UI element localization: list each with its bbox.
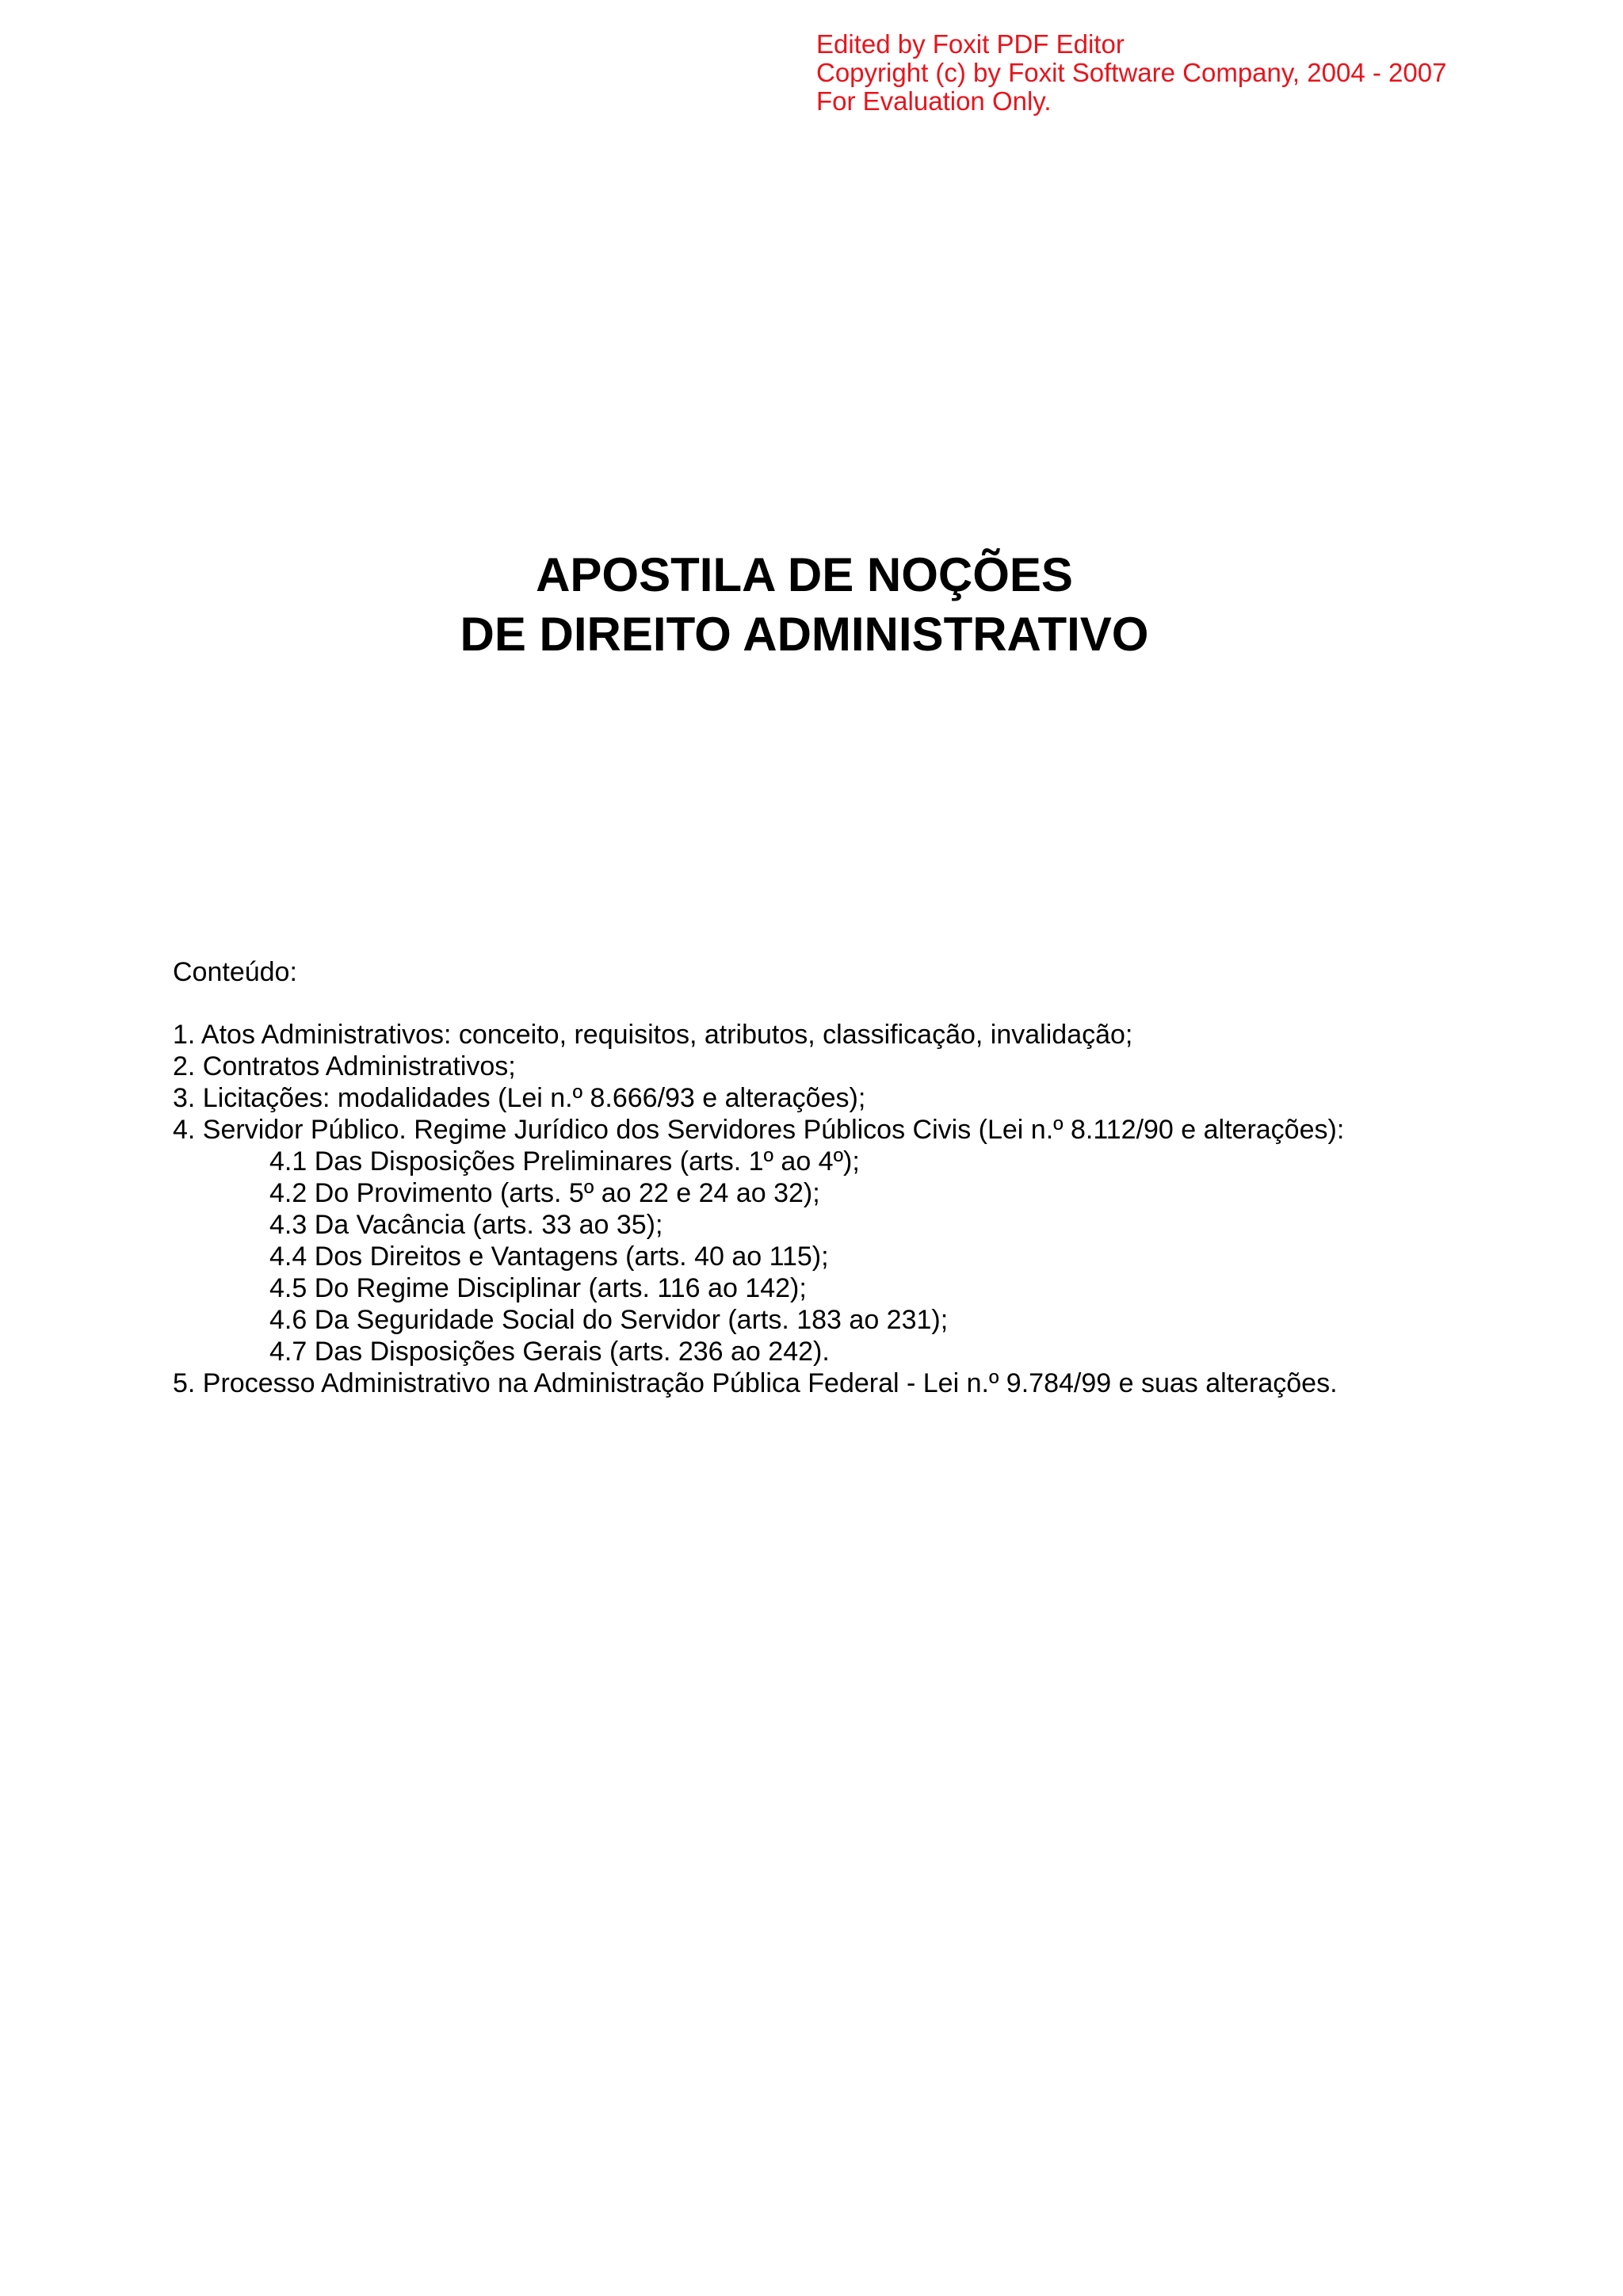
toc-item: 4. Servidor Público. Regime Jurídico dos Servidores Públicos Civis (Lei n.º 8.112/90 e alterações): — [173, 1115, 1345, 1145]
toc-subitem: 4.4 Dos Direitos e Vantagens (arts. 40 ao 115); — [269, 1241, 829, 1272]
toc-item: 5. Processo Administrativo na Administração Pública Federal - Lei n.º 9.784/99 e suas alterações. — [173, 1368, 1338, 1398]
watermark-line-editor: Edited by Foxit PDF Editor — [816, 29, 1125, 59]
toc-subitem: 4.7 Das Disposições Gerais (arts. 236 ao 242). — [269, 1337, 830, 1367]
document-title — [0, 545, 1609, 664]
watermark-line-copyright: Copyright (c) by Foxit Software Company, 2004 - 2007 — [816, 58, 1447, 87]
title-line-1: APOSTILA DE NOÇÕES — [536, 548, 1073, 601]
toc-subitem: 4.5 Do Regime Disciplinar (arts. 116 ao 142); — [269, 1273, 807, 1303]
toc-item: 1. Atos Administrativos: conceito, requisitos, atributos, classificação, invalidação; — [173, 1020, 1133, 1050]
toc-subitem: 4.3 Da Vacância (arts. 33 ao 35); — [269, 1210, 663, 1240]
table-of-contents — [173, 1019, 1344, 1399]
toc-item: 2. Contratos Administrativos; — [173, 1051, 516, 1081]
evaluation-watermark — [816, 30, 1446, 116]
watermark-line-evaluation: For Evaluation Only. — [816, 86, 1052, 116]
contents-label: Conteúdo: — [173, 957, 297, 987]
toc-item: 3. Licitações: modalidades (Lei n.º 8.666/93 e alterações); — [173, 1083, 866, 1113]
toc-subitem: 4.6 Da Seguridade Social do Servidor (arts. 183 ao 231); — [269, 1305, 949, 1335]
title-line-2: DE DIREITO ADMINISTRATIVO — [460, 608, 1149, 661]
toc-subitem: 4.1 Das Disposições Preliminares (arts. 1º ao 4º); — [269, 1146, 860, 1177]
toc-subitem: 4.2 Do Provimento (arts. 5º ao 22 e 24 ao 32); — [269, 1178, 820, 1208]
